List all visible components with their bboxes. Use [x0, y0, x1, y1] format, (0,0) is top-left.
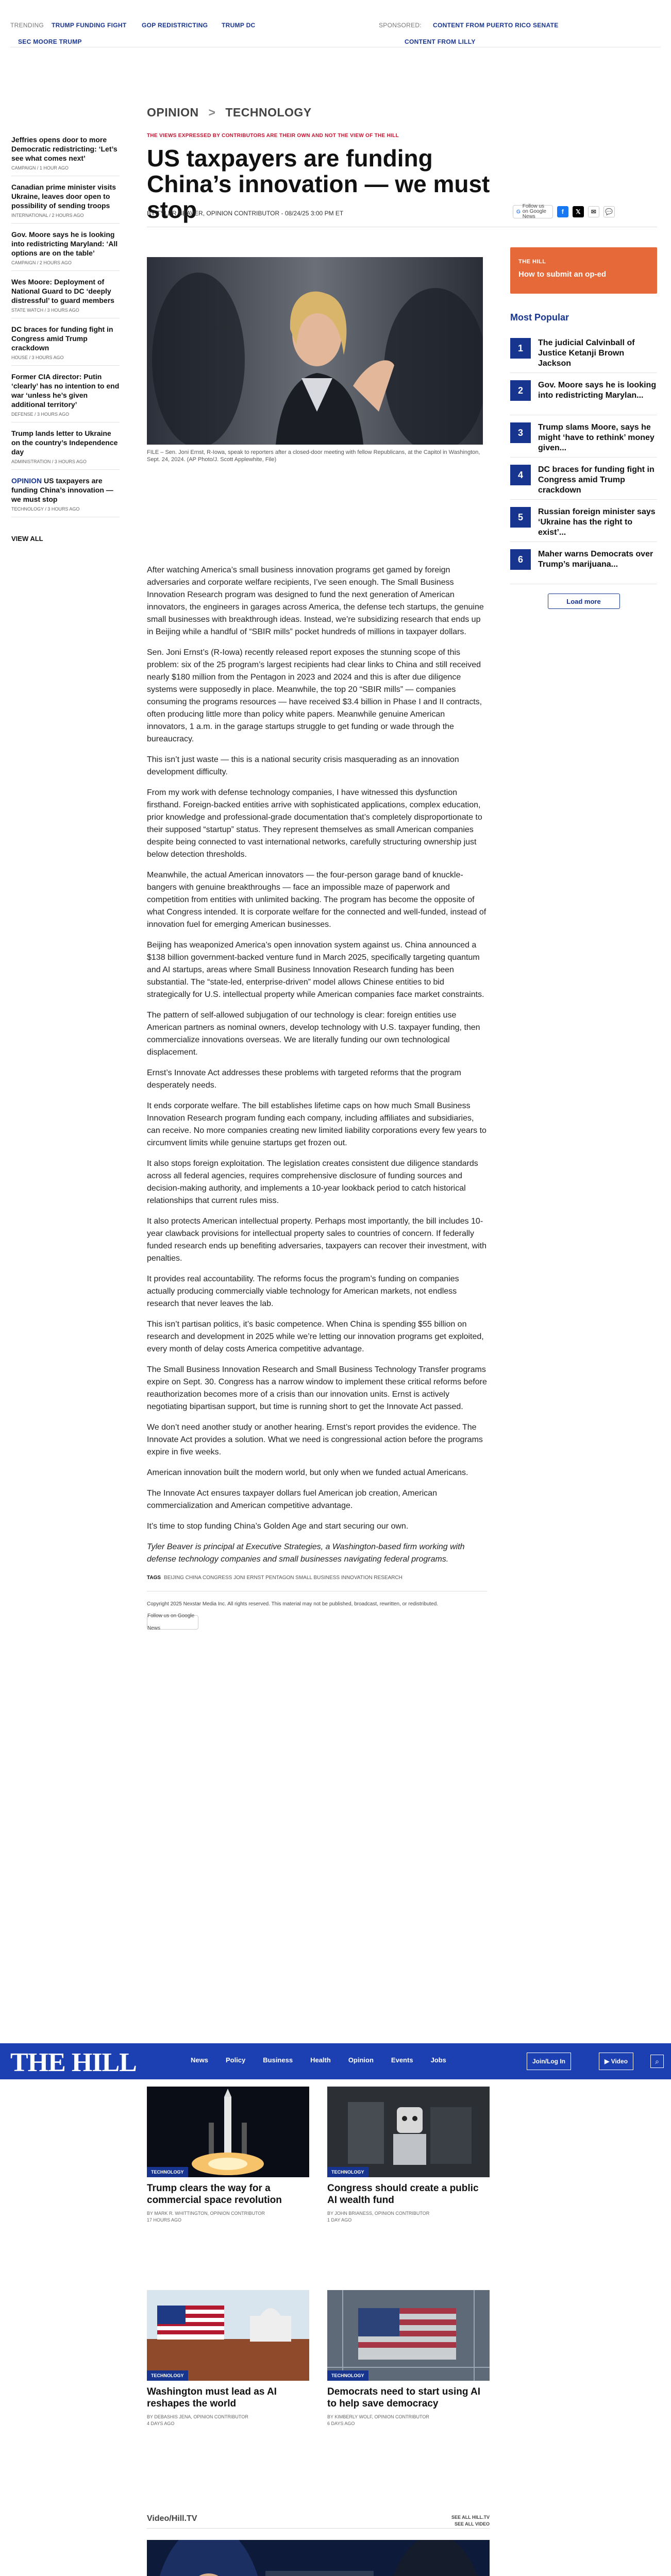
card-category-tag[interactable]: TECHNOLOGY: [147, 2370, 188, 2381]
sponsored-link-2[interactable]: CONTENT FROM LILLY: [405, 38, 476, 45]
join-login-button[interactable]: Join/Log In: [527, 2053, 571, 2070]
related-card-meta: BY KIMBERLY WOLF, OPINION CONTRIBUTOR 6 DAYS AGO: [327, 2414, 429, 2426]
nav-opinion[interactable]: Opinion: [348, 2056, 374, 2064]
sidebar-story-meta: ADMINISTRATION / 3 HOURS AGO: [11, 459, 87, 464]
sidebar-story-title[interactable]: US taxpayers are funding China’s innovation — we must stop: [11, 477, 113, 503]
google-news-button-bottom[interactable]: Follow us on Google News: [147, 1615, 198, 1630]
load-more-button[interactable]: Load more: [548, 594, 620, 609]
rank-badge: 2: [510, 380, 531, 401]
sidebar-story-meta: HOUSE / 3 HOURS AGO: [11, 355, 64, 360]
author-bio: Tyler Beaver is principal at Executive Strategies, a Washington-based firm working with defense technology companies and small businesses navigating federal programs.: [147, 1543, 465, 1564]
most-popular-item[interactable]: [510, 415, 657, 457]
most-popular-item[interactable]: [510, 500, 657, 542]
sponsored-link-1[interactable]: CONTENT FROM PUERTO RICO SENATE: [433, 22, 559, 29]
trending-link-4[interactable]: SEC MOORE TRUMP: [18, 38, 82, 45]
related-card[interactable]: [147, 2087, 309, 2224]
rank-badge: 4: [510, 465, 531, 485]
sidebar-story-title[interactable]: Former CIA director: Putin ‘clearly’ has no intention to end war ‘unless he’s given additional territory’: [11, 372, 120, 409]
flag-capitol-illustration: [147, 2290, 309, 2381]
card-category-tag[interactable]: TECHNOLOGY: [147, 2167, 188, 2177]
most-popular-title[interactable]: Maher warns Democrats over Trump’s marijuana...: [538, 550, 653, 569]
sidebar-story[interactable]: [11, 366, 120, 422]
video-section-header: [147, 2514, 490, 2529]
article-paragraph: Beijing has weaponized America’s open innovation system against us. China announced a $138 billion government-backed venture fund in March 2025, specifically targeting quantum and AI startups, areas where Small Business Innovation Research funding has been substantial. The “state-led, enterprise-driven” model allows Chinese entities to bid strategically for U.S. intellectual property while American companies face market constraints.: [147, 941, 484, 999]
rocket-launch-illustration: [147, 2087, 309, 2177]
related-card-image[interactable]: [147, 2087, 309, 2177]
email-icon[interactable]: ✉: [588, 206, 599, 217]
article-paragraph: It provides real accountability. The reforms focus the program’s funding on companies actually producing commercially viable technology for American markets, not endless research that never leaves the lab.: [147, 1275, 459, 1308]
article-paragraph: The Innovate Act ensures taxpayer dollars fuel American job creation, American commercialization and American competitive advantage.: [147, 1489, 437, 1510]
most-popular-item[interactable]: [510, 373, 657, 415]
sidebar-story-title[interactable]: Wes Moore: Deployment of National Guard to DC ‘deeply distressful’ to guard members: [11, 278, 114, 304]
most-popular-title[interactable]: DC braces for funding fight in Congress amid Trump crackdown: [538, 465, 655, 495]
trending-link-2[interactable]: GOP REDISTRICTING: [142, 22, 208, 29]
related-card-title[interactable]: Democrats need to start using AI to help save democracy: [327, 2386, 481, 2409]
related-card-title[interactable]: Congress should create a public AI wealth fund: [327, 2183, 479, 2206]
sidebar-story[interactable]: [11, 422, 120, 470]
nav-jobs[interactable]: Jobs: [430, 2056, 446, 2064]
article-paragraph: Sen. Joni Ernst’s (R-Iowa) recently released report exposes the stunning scope of this problem: six of the 25 program’s largest recipients had clear links to China and still received nearly $180 million from the Pentagon in 2023 and 2024 and this is after due diligence systems were supposedly in place. Meanwhile, the top 20 “SBIR mills” — companies consuming the programs resources — have received $3.4 billion in Phase I and II contracts, often producing little more than policy white papers. Meanwhile genuine American innovators, 1 a.m. in the garage startups struggle to get funding or wade through the bureaucracy.: [147, 648, 482, 743]
article-body: [147, 564, 487, 1630]
article-paragraph: The pattern of self-allowed subjugation of our technology is clear: foreign entities use American partners as nominal owners, develop technology with U.S. taxpayer funding, then commercialize innovations overseas. We are literally funding our own technological displacement.: [147, 1011, 480, 1057]
site-navbar: [0, 2043, 671, 2079]
byline: BY TYLER BEAVER, OPINION CONTRIBUTOR - 08/24/25 3:00 PM ET: [147, 210, 344, 217]
article-paragraph: The Small Business Innovation Research and Small Business Technology Transfer programs expire on Sept. 30. Congress has a narrow window to implement these critical reforms before reauthorization becomes more of a crisis than our innovation units. Ernst is actively negotiating bipartisan support, but time is running short to get the Innovate Act passed.: [147, 1365, 487, 1411]
article-paragraph: We don’t need another study or another hearing. Ernst’s report provides the evidence. The Innovate Act provides a solution. What we need is congressional action before the programs expire in five weeks.: [147, 1423, 483, 1456]
share-toolbar: [513, 205, 615, 218]
related-card-meta: BY JOHN BRIANESS, OPINION CONTRIBUTOR 1 DAY AGO: [327, 2211, 430, 2223]
related-card-meta: BY MARK R. WHITTINGTON, OPINION CONTRIBUTOR 17 HOURS AGO: [147, 2211, 265, 2223]
rank-badge: 5: [510, 507, 531, 528]
card-category-tag[interactable]: TECHNOLOGY: [327, 2167, 368, 2177]
hero-photo: [147, 257, 483, 445]
trending-bar: [0, 0, 671, 93]
related-card-title[interactable]: Washington must lead as AI reshapes the world: [147, 2386, 277, 2409]
sidebar-story-current[interactable]: [11, 470, 120, 517]
article-paragraph: This isn’t partisan politics, it’s basic competence. When China is spending $55 billion on research and development in 2025 while we’re letting our innovation programs get exploited, every month of delay costs America competitive advantage.: [147, 1320, 484, 1353]
nav-business[interactable]: Business: [263, 2056, 293, 2064]
nav-health[interactable]: Health: [310, 2056, 331, 2064]
google-news-label: Follow us on Google News: [522, 204, 546, 219]
sidebar-story[interactable]: [11, 129, 120, 176]
article-paragraph: Meanwhile, the actual American innovators — the four-person garage band of knuckle-bangers with genuine breakthroughs — face an impossible maze of paperwork and competition from entities with unlimited backing. The program has become the opposite of what Congress intended. It is corporate welfare for the connected and well-funded, instead of innovation fuel for emerging American businesses.: [147, 871, 487, 929]
related-card-title[interactable]: Trump clears the way for a commercial space revolution: [147, 2183, 282, 2206]
comments-icon[interactable]: 💬: [603, 206, 615, 217]
sidebar-story-title[interactable]: DC braces for funding fight in Congress amid Trump crackdown: [11, 325, 113, 352]
video-button[interactable]: ▶ Video: [599, 2053, 633, 2070]
sidebar-story[interactable]: [11, 176, 120, 224]
most-popular-title[interactable]: Russian foreign minister says ‘Ukraine has the right to exist’...: [538, 507, 656, 537]
sidebar-story[interactable]: [11, 318, 120, 366]
rank-badge: 6: [510, 549, 531, 570]
article-paragraph: It also protects American intellectual property. Perhaps most importantly, the bill includes 10-year clawback provisions for intellectual property sales to countries of concern. If federally funded research ends up benefiting adversaries, taxpayers can recover their investment, with penalties.: [147, 1217, 487, 1263]
google-news-button[interactable]: [513, 205, 553, 218]
facebook-icon[interactable]: f: [557, 206, 568, 217]
sidebar-story-meta: STATE WATCH / 3 HOURS AGO: [11, 308, 79, 313]
section-breadcrumb: [147, 106, 312, 120]
trending-label: TRENDING: [10, 22, 44, 29]
most-popular-title[interactable]: Gov. Moore says he is looking into redistricting Marylan...: [538, 381, 657, 400]
hero-photo-illustration: [147, 257, 483, 445]
related-card[interactable]: [327, 2087, 490, 2224]
sidebar-story[interactable]: [11, 224, 120, 271]
circuit-flag-illustration: [327, 2290, 490, 2381]
article-paragraph: American innovation built the modern world, but only when we funded actual Americans.: [147, 1468, 468, 1477]
article-paragraph: Ernst’s Innovate Act addresses these problems with targeted reforms that the program desperately needs.: [147, 1069, 461, 1090]
robot-illustration: [327, 2087, 490, 2177]
left-sidebar-latest: [11, 129, 120, 543]
google-icon: G: [516, 209, 521, 215]
related-card[interactable]: [327, 2290, 490, 2427]
sidebar-story-title[interactable]: Jeffries opens door to more Democratic redistricting: ‘Let’s see what comes next’: [11, 135, 118, 162]
sidebar-story-meta: DEFENSE / 3 HOURS AGO: [11, 412, 70, 417]
sponsored-label: SPONSORED:: [379, 22, 422, 29]
most-popular-title[interactable]: Trump slams Moore, says he might ‘have to rethink’ money given...: [538, 423, 655, 452]
sidebar-story-meta: INTERNATIONAL / 2 HOURS AGO: [11, 213, 84, 218]
trending-link-3[interactable]: TRUMP DC: [222, 22, 256, 29]
sidebar-opinion-prefix: OPINION: [11, 477, 42, 485]
article-paragraph: From my work with defense technology companies, I have witnessed this dysfunction firsthand. Foreign-backed entities arrive with sophisticated applications, complex education, prior knowledge and professional-grade documentation that’s completely disproportionate to their supposed “startup” status. They represent themselves as small American companies despite being connected to vast international networks, carefully structuring ownership just below detection thresholds.: [147, 788, 482, 859]
sidebar-story-title[interactable]: Trump lands letter to Ukraine on the country’s Independence day: [11, 429, 118, 456]
video-thumbnail: [147, 2540, 490, 2576]
the-hill-logo[interactable]: THE HILL: [10, 2048, 137, 2077]
article-paragraph: It ends corporate welfare. The bill establishes lifetime caps on how much Small Business Innovation Research program funding each company, including affiliates and subsidiaries, can receive. No more companies creating new limited liability corporations every few years to circumvent limits while genuine startups get frozen out.: [147, 1101, 487, 1147]
article-paragraph: It also stops foreign exploitation. The legislation creates consistent due diligence standards across all federal agencies, requires comprehensive disclosure of funding sources and decision-making authority, and implements a 10-year lookback period to catch historical relationships that current rules miss.: [147, 1159, 478, 1205]
related-card-image[interactable]: [147, 2290, 309, 2381]
trending-row: [10, 6, 661, 47]
photo-caption: FILE – Sen. Joni Ernst, R-Iowa, speak to reporters after a closed-door meeting with fellow Republicans, at the Capitol in Washington, Sept. 24, 2024. (AP Photo/J. Scott Applewhite, File): [147, 449, 480, 463]
nav-events[interactable]: Events: [391, 2056, 413, 2064]
x-icon[interactable]: 𝕏: [573, 206, 584, 217]
tags-list[interactable]: BEIJING CHINA CONGRESS JONI ERNST PENTAGON SMALL BUSINESS INNOVATION RESEARCH: [164, 1575, 402, 1581]
page-title: US taxpayers are funding China’s innovation — we must stop: [147, 145, 490, 223]
sidebar-story[interactable]: [11, 271, 120, 318]
trending-link-1[interactable]: TRUMP FUNDING FIGHT: [52, 22, 127, 29]
nav-policy[interactable]: Policy: [225, 2056, 246, 2064]
video-see-all-links[interactable]: SEE ALL HILL.TV SEE ALL VIDEO: [451, 2515, 490, 2527]
article-paragraph: After watching America’s small business innovation programs get gamed by foreign adversaries and corporate welfare recipients, I’ve seen enough. The Small Business Innovation Research program was designed to fund the next generation of American innovators, the engineers in garages across America, the defense tech startups, the genuine small businesses with breakthrough ideas. Instead, we’re subsidizing research that ends up in Beijing while a handful of “SBIR mills” pocket hundreds of millions in taxpayer dollars.: [147, 566, 484, 636]
most-popular-item[interactable]: [510, 542, 657, 584]
breadcrumb-separator: >: [208, 106, 216, 119]
view-all-link[interactable]: VIEW ALL: [11, 535, 43, 543]
sidebar-story-meta: CAMPAIGN / 2 HOURS AGO: [11, 260, 72, 265]
rank-badge: 1: [510, 338, 531, 359]
related-card[interactable]: [147, 2290, 309, 2427]
section-opinion[interactable]: OPINION: [147, 106, 199, 119]
op-ed-banner[interactable]: [510, 247, 657, 294]
related-card-image[interactable]: [327, 2087, 490, 2177]
banner-kicker: THE HILL: [518, 259, 546, 265]
sidebar-story-meta: TECHNOLOGY / 3 HOURS AGO: [11, 506, 80, 512]
most-popular-list: [510, 331, 657, 609]
sidebar-story-meta: CAMPAIGN / 1 HOUR AGO: [11, 165, 69, 171]
card-category-tag[interactable]: TECHNOLOGY: [327, 2370, 368, 2381]
most-popular-item[interactable]: [510, 331, 657, 373]
search-icon[interactable]: ⌕: [650, 2055, 664, 2068]
banner-title: How to submit an op-ed: [518, 270, 606, 279]
video-section-title: Video/Hill.TV: [147, 2514, 197, 2523]
sidebar-story-title[interactable]: Gov. Moore says he is looking into redistricting Maryland: ‘All options are on the table’: [11, 230, 118, 257]
most-popular-item[interactable]: [510, 457, 657, 500]
related-card-meta: BY DEBASHIS JENA, OPINION CONTRIBUTOR 4 DAYS AGO: [147, 2414, 248, 2426]
section-technology[interactable]: TECHNOLOGY: [225, 106, 312, 119]
nav-news[interactable]: News: [191, 2056, 208, 2064]
primary-nav: [191, 2056, 446, 2064]
copyright-notice: Copyright 2025 Nexstar Media Inc. All rights reserved. This material may not be published, broadcast, rewritten, or redistributed.: [147, 1601, 439, 1607]
main-video-player[interactable]: [147, 2540, 490, 2576]
related-card-image[interactable]: [327, 2290, 490, 2381]
sidebar-story-title[interactable]: Canadian prime minister visits Ukraine, leaves door open to possibility of sending troops: [11, 183, 116, 210]
tags-row: [147, 1574, 487, 1582]
tags-label: TAGS: [147, 1575, 161, 1581]
most-popular-title[interactable]: The judicial Calvinball of Justice Ketanji Brown Jackson: [538, 338, 635, 368]
rank-badge: 3: [510, 422, 531, 443]
article-paragraph: It’s time to stop funding China’s Golden Age and start securing our own.: [147, 1522, 409, 1531]
article-paragraph: This isn’t just waste — this is a national security crisis masquerading as an innovation development difficulty.: [147, 755, 459, 776]
opinion-disclaimer: THE VIEWS EXPRESSED BY CONTRIBUTORS ARE THEIR OWN AND NOT THE VIEW OF THE HILL: [147, 133, 399, 139]
most-popular-heading: Most Popular: [510, 312, 569, 323]
